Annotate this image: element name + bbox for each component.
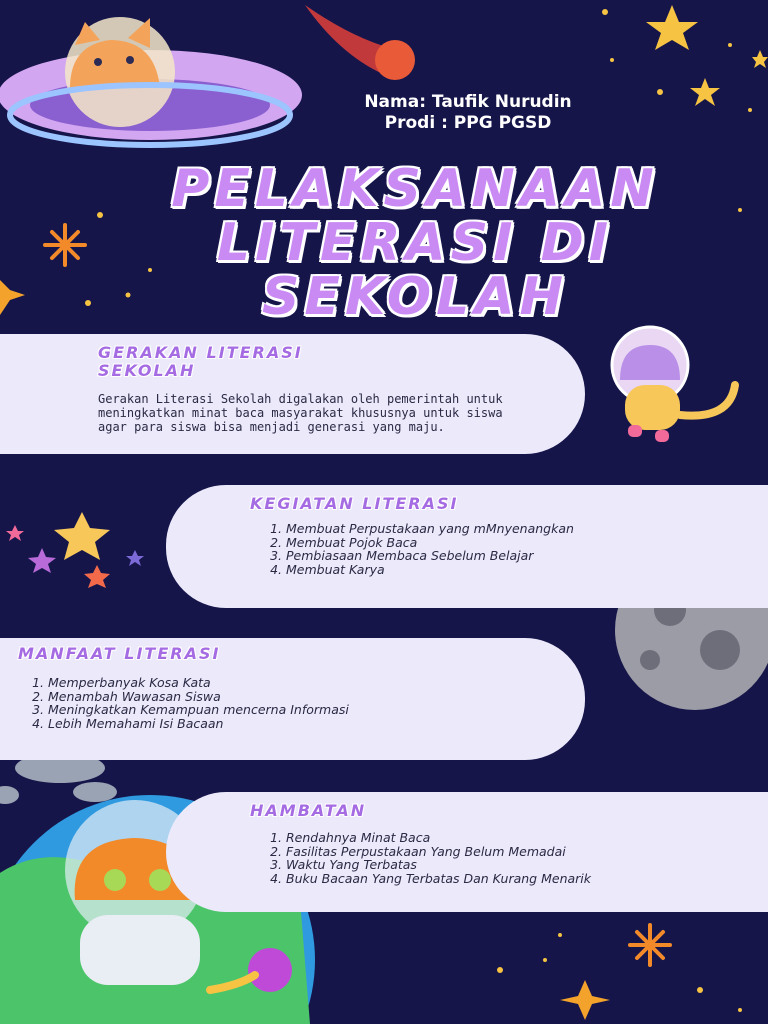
author-name: Nama: Taufik Nurudin <box>364 92 572 112</box>
section-gerakan-literasi-heading: GERAKAN LITERASI SEKOLAH <box>98 343 303 380</box>
star-icon <box>6 512 144 588</box>
list-item: 1. Memperbanyak Kosa Kata <box>48 676 448 690</box>
title-line-3: SEKOLAH <box>261 267 569 327</box>
list-item: 4. Buku Bacaan Yang Terbatas Dan Kurang Menarik <box>286 872 746 886</box>
ufo-cat-icon <box>0 17 302 145</box>
manfaat-list <box>18 676 448 730</box>
list-item: 3. Pembiasaan Membaca Sebelum Belajar <box>286 549 686 563</box>
list-item: 2. Membuat Pojok Baca <box>286 536 686 550</box>
page-title <box>60 159 768 327</box>
list-item: 1. Membuat Perpustakaan yang mMnyenangkan <box>286 522 686 536</box>
list-item: 2. Fasilitas Perpustakaan Yang Belum Memadai <box>286 845 746 859</box>
section-hambatan-heading: HAMBATAN <box>250 801 367 820</box>
kegiatan-list <box>256 522 686 576</box>
author-prodi: Prodi : PPG PGSD <box>384 113 552 133</box>
asteroid-icon <box>0 753 117 804</box>
list-item: 3. Waktu Yang Terbatas <box>286 858 746 872</box>
list-item: 4. Membuat Karya <box>286 563 686 577</box>
hambatan-list <box>256 831 746 885</box>
title-line-1: PELAKSANAAN <box>171 159 659 219</box>
title-line-2: LITERASI DI <box>216 213 614 273</box>
list-item: 4. Lebih Memahami Isi Bacaan <box>48 717 448 731</box>
list-item: 1. Rendahnya Minat Baca <box>286 831 746 845</box>
astronaut-cat-icon <box>612 327 735 442</box>
author-info <box>318 92 618 134</box>
comet-icon <box>305 5 415 80</box>
list-item: 3. Meningkatkan Kemampuan mencerna Informasi <box>48 703 448 717</box>
section-kegiatan-literasi-heading: KEGIATAN LITERASI <box>250 494 459 513</box>
section-manfaat-literasi-heading: MANFAAT LITERASI <box>18 644 221 663</box>
section-gerakan-literasi-text: Gerakan Literasi Sekolah digalakan oleh pemerintah untuk meningkatkan minat baca masyarakat khususnya untuk siswa agar para siswa bisa menjadi generasi yang maju. <box>98 392 503 434</box>
sparkle-icon <box>630 925 670 965</box>
list-item: 2. Menambah Wawasan Siswa <box>48 690 448 704</box>
star-icon <box>646 5 768 106</box>
